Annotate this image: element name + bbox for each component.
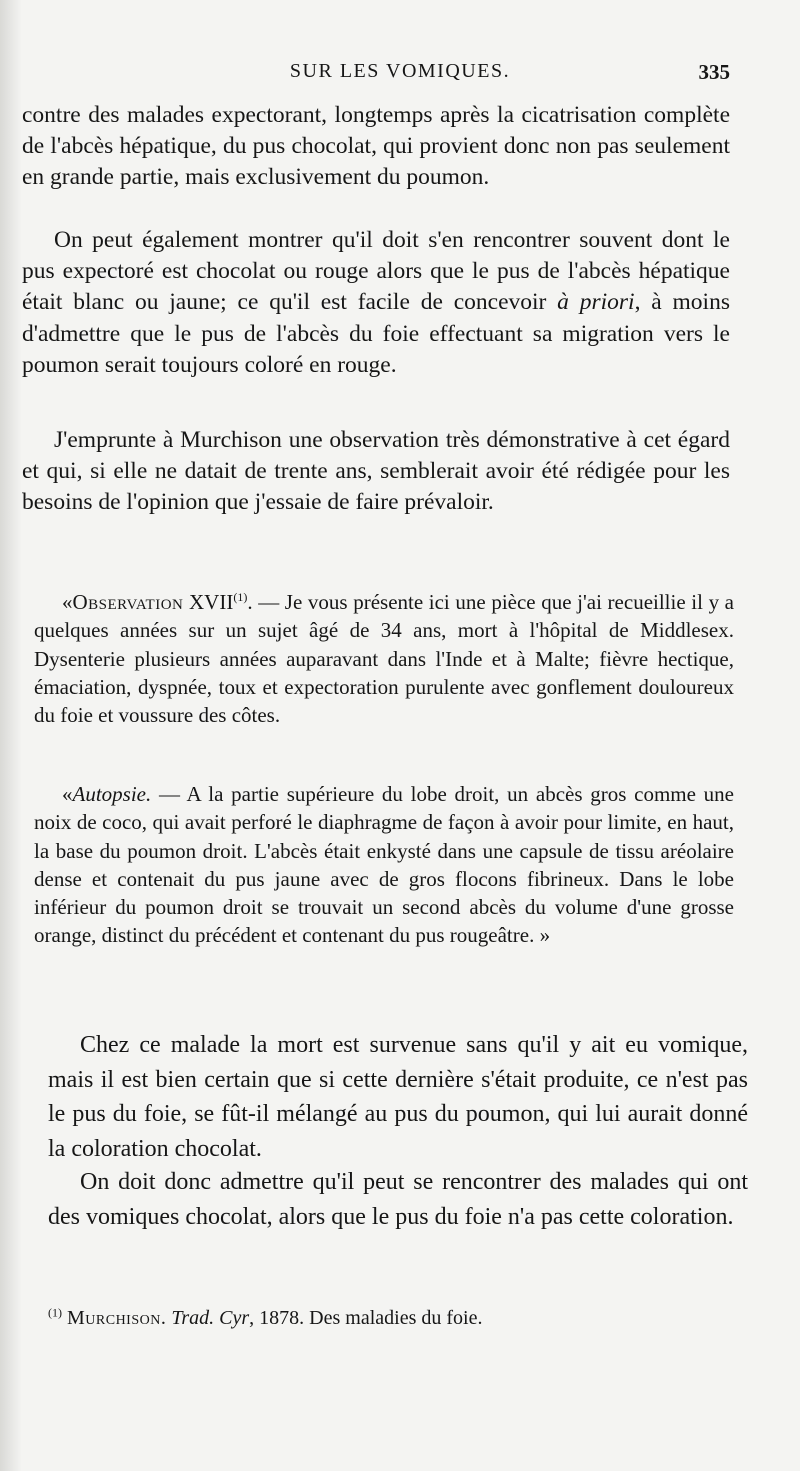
paragraph-continuation: contre des malades expectorant, longtemps après la cicatrisation complète de l'abcès hépatique, du pus chocolat, qui provient donc non pas seulement en grande partie, mais exclusivement du poumon. — [22, 102, 730, 191]
page-edge-shadow — [0, 0, 22, 1471]
footnote-reference: (1) — [233, 590, 248, 604]
open-quote: « — [62, 590, 73, 614]
paragraph-conclusion-1: Chez ce malade la mort est survenue sans qu'il y ait eu vomique, mais il est bien certain que si cette dernière s'était produite, ce n'est pas le pus du foie, se fût-il mélangé au pus du poumon, qui lui aurait donné la coloration chocolat. — [48, 1032, 748, 1162]
paragraph-conclusion-2: On doit donc admettre qu'il peut se rencontrer des malades qui ont des vomiques chocolat, alors que le pus du foie n'a pas cette coloration. — [48, 1169, 748, 1230]
footnote-text: , 1878. Des maladies du foie. — [249, 1307, 483, 1329]
page-header — [0, 58, 800, 88]
observation-number: XVII — [189, 590, 234, 614]
page-number: 335 — [698, 60, 730, 84]
autopsy-text: — A la partie supérieure du lobe droit, un abcès gros comme une noix de coco, qui avait perforé le diaphragme de façon à avoir pour limite, en haut, la base du poumon droit. L'abcès était enkysté dans une capsule de tissu aréolaire dense et contenait du pus jaune avec de gros flocons fibrineux. Dans le lobe inférieur du poumon droit se trouvait un second abcès du volume d'une grosse orange, distinct du précédent et contenant du pus rougeâtre. — [34, 782, 734, 948]
footnote-mark: (1) — [48, 1305, 62, 1320]
running-title: SUR LES VOMIQUES. — [289, 60, 511, 82]
observation-label: Observation — [72, 590, 184, 614]
close-quote: » — [539, 923, 551, 948]
italic-phrase: à priori — [557, 289, 635, 316]
footnote — [48, 1305, 748, 1331]
paragraph-pus-color — [22, 225, 730, 381]
footnote-author: Murchison. — [67, 1307, 167, 1329]
observation-paragraph — [34, 588, 734, 729]
paragraph-murchison: J'emprunte à Murchison une observation très démonstrative à cet égard et qui, si elle ne datait de trente ans, semblerait avoir été rédigée pour les besoins de l'opinion que j'essaie de faire prévaloir. — [22, 427, 730, 516]
observation-text: . — Je vous présente ici une pièce que j'ai recueillie il y a quelques années sur un sujet âgé de 34 ans, mort à l'hôpital de Middlesex. Dysenterie plusieurs années auparavant dans l'Inde et à Malte; fièvre hectique, émaciation, dyspnée, toux et expectoration purulente avec gonflement douloureux du foie et voussure des côtes. — [34, 590, 735, 728]
autopsy-paragraph — [34, 780, 734, 950]
paragraph-text: On peut également montrer qu'il doit s'en rencontrer souvent dont le pus expectoré est chocolat ou rouge alors que le pus de l'abcès hépatique était blanc ou jaune; ce qu'il est facile de concevoir — [22, 227, 730, 316]
footnote-work: Trad. Cyr — [171, 1307, 250, 1329]
open-quote: « — [62, 782, 73, 806]
autopsy-label: Autopsie. — [72, 782, 152, 806]
paragraph-text: , à moins d'admettre que le pus de l'abcès du foie effectuant sa migration vers le poumon serait toujours coloré en rouge. — [22, 289, 730, 378]
